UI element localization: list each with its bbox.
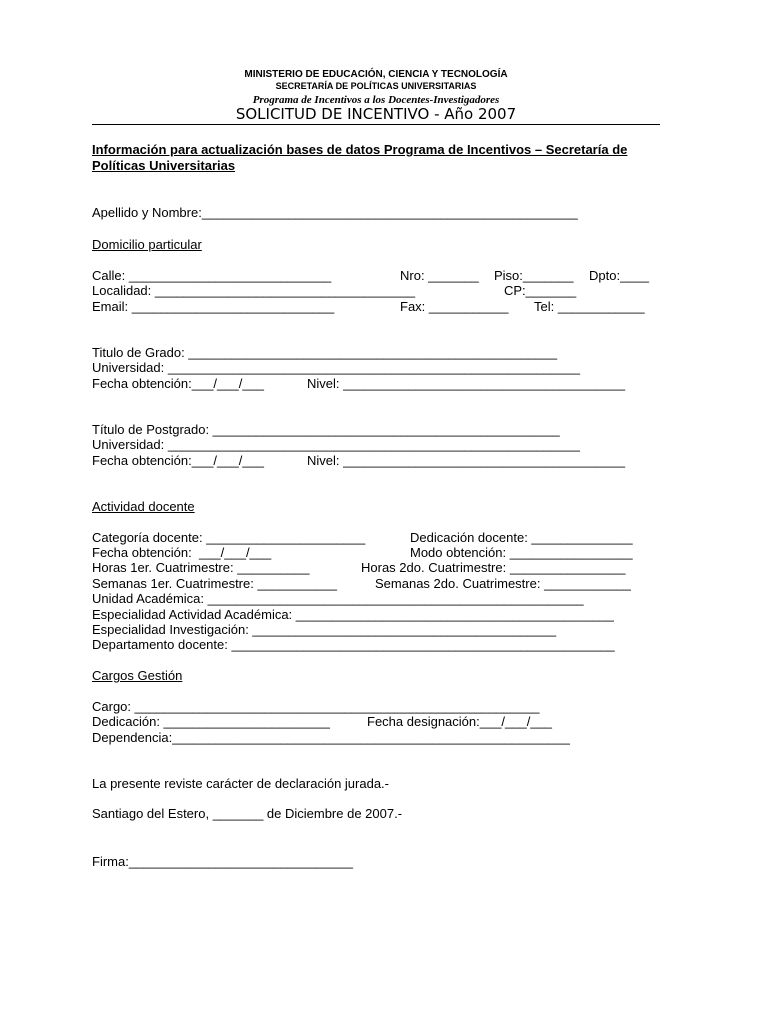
titulo-postgrado-field[interactable]: Título de Postgrado: ________________________________________________ xyxy=(92,422,560,437)
email-field[interactable]: Email: ____________________________ xyxy=(92,299,335,314)
fax-field[interactable]: Fax: ___________ xyxy=(400,299,509,314)
modo-obtencion-field[interactable]: Modo obtención: _________________ xyxy=(410,545,633,560)
apellido-field[interactable]: Apellido y Nombre:____________________________________________________ xyxy=(92,205,578,220)
fecha-grado-field[interactable]: Fecha obtención:___/___/___ xyxy=(92,376,265,391)
localidad-field[interactable]: Localidad: ____________________________________ xyxy=(92,283,416,298)
actividad-heading: Actividad docente xyxy=(92,499,195,514)
horas-2do-field[interactable]: Horas 2do. Cuatrimestre: ________________ xyxy=(361,560,626,575)
nivel-grado-field[interactable]: Nivel: _______________________________________ xyxy=(307,376,626,391)
declaracion-text: La presente reviste carácter de declaración jurada.- xyxy=(92,776,389,791)
cargos-heading: Cargos Gestión xyxy=(92,668,183,683)
tel-field[interactable]: Tel: ____________ xyxy=(534,299,645,314)
departamento-field[interactable]: Departamento docente: _____________________________________________________ xyxy=(92,637,615,652)
dedicacion-docente-field[interactable]: Dedicación docente: ______________ xyxy=(410,530,633,545)
semanas-1er-field[interactable]: Semanas 1er. Cuatrimestre: ___________ xyxy=(92,576,337,591)
fecha-docente-field[interactable]: Fecha obtención: ___/___/___ xyxy=(92,545,272,560)
domicilio-heading: Domicilio particular xyxy=(92,237,202,252)
firma-field[interactable]: Firma:_______________________________ xyxy=(92,854,353,869)
piso-field[interactable]: Piso:_______ xyxy=(494,268,574,283)
dpto-field[interactable]: Dpto:____ xyxy=(589,268,649,283)
fecha-postgrado-field[interactable]: Fecha obtención:___/___/___ xyxy=(92,453,265,468)
nivel-postgrado-field[interactable]: Nivel: _______________________________________ xyxy=(307,453,626,468)
dependencia-field[interactable]: Dependencia:_______________________________________________________ xyxy=(92,730,570,745)
calle-field[interactable]: Calle: ____________________________ xyxy=(92,268,332,283)
dedicacion-field[interactable]: Dedicación: _______________________ xyxy=(92,714,330,729)
ministry-name: MINISTERIO DE EDUCACIÓN, CIENCIA Y TECNOLOGÍA xyxy=(244,69,508,80)
cargo-field[interactable]: Cargo: ________________________________________________________ xyxy=(92,699,540,714)
categoria-field[interactable]: Categoría docente: ______________________ xyxy=(92,530,366,545)
especialidad-actividad-field[interactable]: Especialidad Actividad Académica: ____________________________________________ xyxy=(92,607,614,622)
lugar-fecha-field[interactable]: Santiago del Estero, _______ de Diciembre de 2007.- xyxy=(92,806,403,821)
universidad-postgrado-field[interactable]: Universidad: _________________________________________________________ xyxy=(92,437,580,452)
especialidad-investigacion-field[interactable]: Especialidad Investigación: __________________________________________ xyxy=(92,622,557,637)
fecha-designacion-field[interactable]: Fecha designación:___/___/___ xyxy=(367,714,553,729)
semanas-2do-field[interactable]: Semanas 2do. Cuatrimestre: ____________ xyxy=(375,576,631,591)
titulo-grado-field[interactable]: Titulo de Grado: ___________________________________________________ xyxy=(92,345,558,360)
horas-1er-field[interactable]: Horas 1er. Cuatrimestre: __________ xyxy=(92,560,310,575)
secretariat-name: SECRETARÍA DE POLÍTICAS UNIVERSITARIAS xyxy=(275,81,477,91)
cp-field[interactable]: CP:_______ xyxy=(504,283,577,298)
header-divider xyxy=(92,124,660,125)
program-name: Programa de Incentivos a los Docentes-Investigadores xyxy=(252,94,500,106)
unidad-academica-field[interactable]: Unidad Académica: ____________________________________________________ xyxy=(92,591,584,606)
universidad-grado-field[interactable]: Universidad: _________________________________________________________ xyxy=(92,360,580,375)
form-title: SOLICITUD DE INCENTIVO - Año 2007 xyxy=(235,105,517,123)
nro-field[interactable]: Nro: _______ xyxy=(400,268,479,283)
main-title: Información para actualización bases de datos Programa de Incentivos – Secretaría de Políticas Universitarias xyxy=(92,142,628,173)
